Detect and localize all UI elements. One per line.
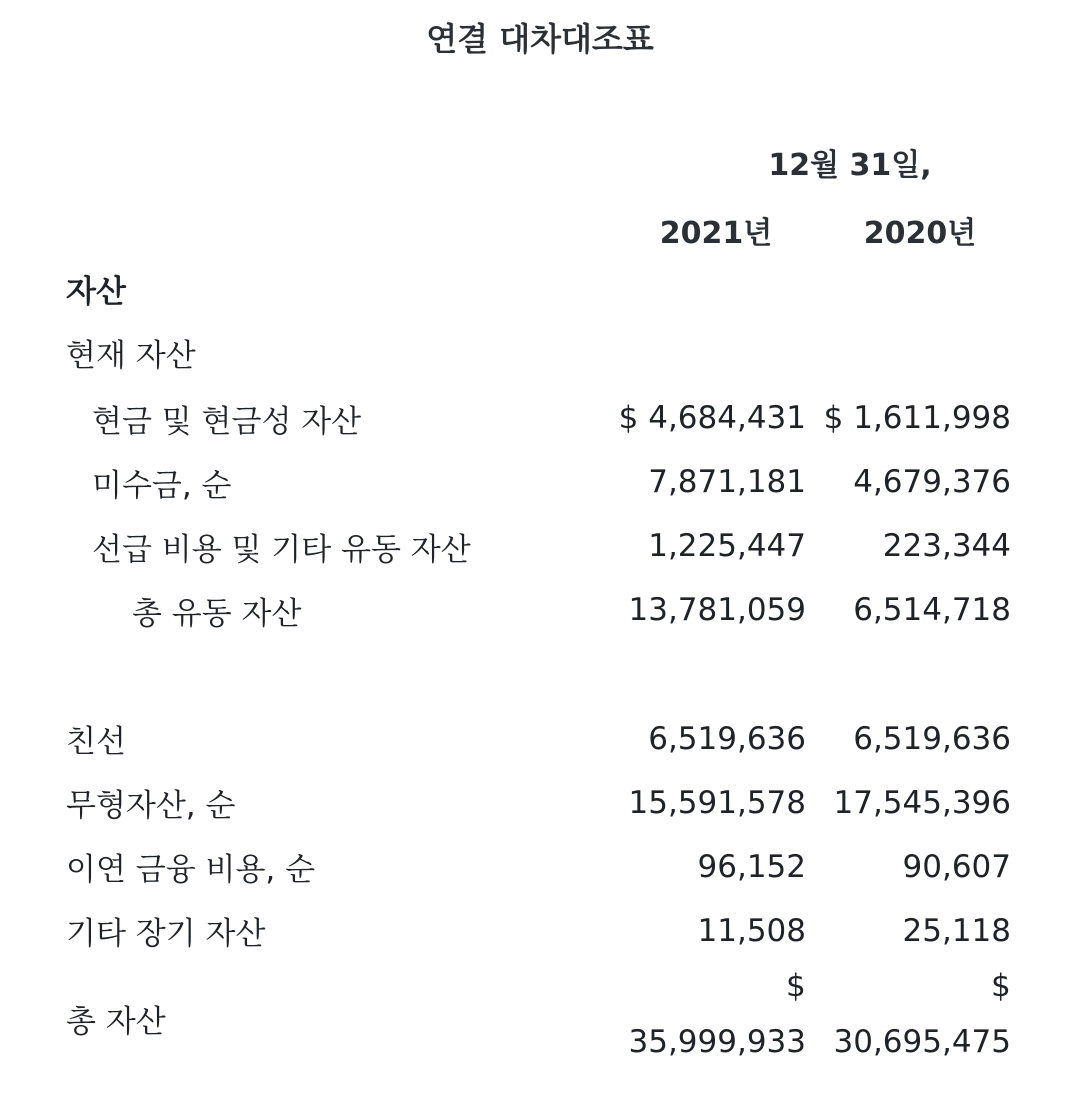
table-row <box>0 908 1080 952</box>
subsection-row-current-assets <box>0 330 1080 374</box>
table-row <box>0 844 1080 888</box>
value-2021: 96,152 <box>697 849 806 885</box>
value-2021: 11,508 <box>697 913 806 949</box>
total-assets-label: 총 자산 <box>66 1004 166 1040</box>
row-label: 미수금, 순 <box>92 468 232 504</box>
column-year-2021: 2021년 <box>659 216 773 251</box>
table-row <box>0 780 1080 824</box>
total-current-assets-row <box>0 588 1080 632</box>
value-2020: 223,344 <box>882 528 1011 564</box>
document-title: 연결 대차대조표 <box>426 20 654 58</box>
section-row-assets <box>0 266 1080 310</box>
column-year-2020: 2020년 <box>863 216 977 251</box>
value-2021: 6,519,636 <box>648 721 806 757</box>
row-label: 선급 비용 및 기타 유동 자산 <box>92 532 471 568</box>
value-2020: 6,514,718 <box>853 592 1011 628</box>
table-row <box>0 716 1080 760</box>
value-2021: $ 4,684,431 <box>618 400 806 436</box>
subsection-label: 현재 자산 <box>66 338 196 374</box>
value-2021: 1,225,447 <box>648 528 806 564</box>
row-label: 친선 <box>66 724 126 760</box>
value-2020: 6,519,636 <box>853 721 1011 757</box>
row-label: 기타 장기 자산 <box>66 916 266 952</box>
currency-symbol-2021: $ <box>786 968 806 1004</box>
row-label: 현금 및 현금성 자산 <box>92 404 362 440</box>
currency-symbol-2020: $ <box>991 968 1011 1004</box>
value-2021: 13,781,059 <box>628 592 806 628</box>
value-2020: 4,679,376 <box>853 464 1011 500</box>
value-2020: 17,545,396 <box>833 785 1011 821</box>
column-date-header: 12월 31일, <box>768 148 932 183</box>
table-row <box>0 460 1080 504</box>
table-row <box>0 524 1080 568</box>
total-assets-2021: 35,999,933 <box>628 1024 806 1060</box>
value-2021: 15,591,578 <box>628 785 806 821</box>
value-2021: 7,871,181 <box>648 464 806 500</box>
value-2020: 90,607 <box>902 849 1011 885</box>
row-label: 무형자산, 순 <box>66 788 236 824</box>
table-row <box>0 396 1080 440</box>
row-label: 이연 금융 비용, 순 <box>66 852 316 888</box>
value-2020: 25,118 <box>902 913 1011 949</box>
row-label: 총 유동 자산 <box>132 596 302 632</box>
section-label: 자산 <box>66 274 126 310</box>
value-2020: $ 1,611,998 <box>823 400 1011 436</box>
total-assets-2020: 30,695,475 <box>833 1024 1011 1060</box>
